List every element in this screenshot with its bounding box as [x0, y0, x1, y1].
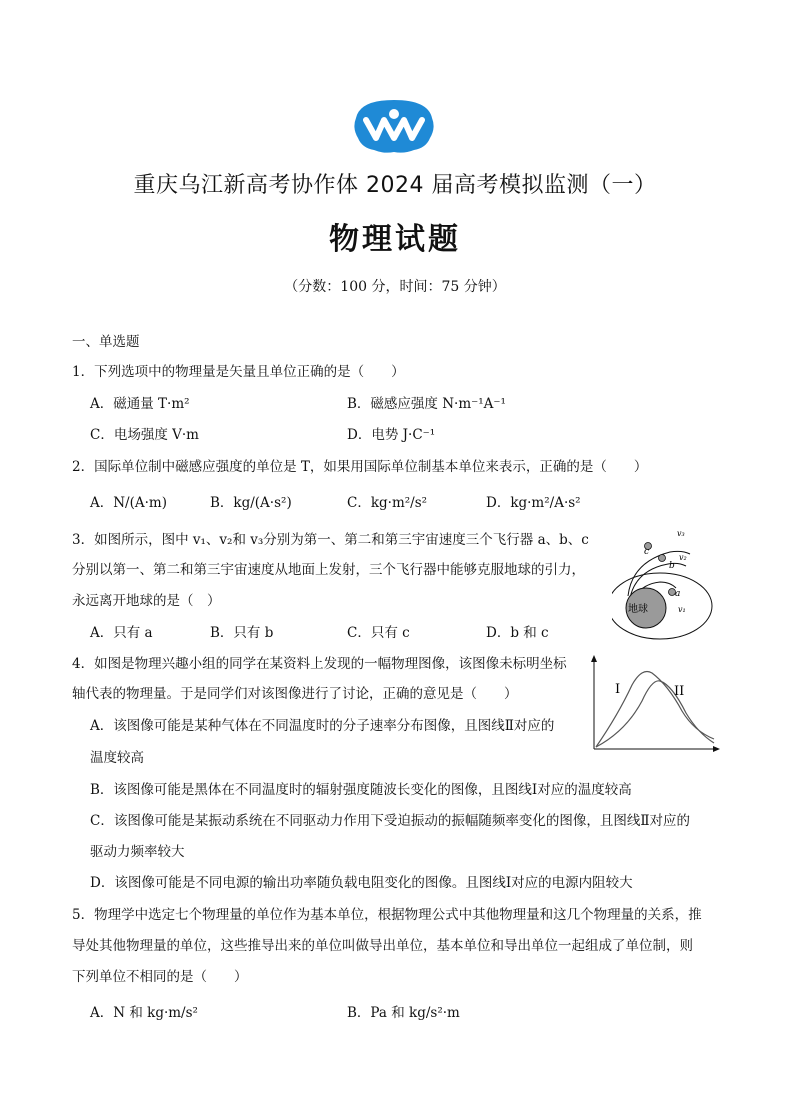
question-4-stem-line-1: 4．如图是物理兴趣小组的同学在某资料上发现的一幅物理图像，该图像未标明坐标: [72, 656, 567, 672]
question-4-option-c-line-1: C．该图像可能是某振动系统在不同驱动力作用下受迫振动的振幅随频率变化的图像，且图线Ⅱ对应的: [90, 813, 691, 829]
question-5-stem-line-2: 导处其他物理量的单位，这些推导出来的单位叫做导出单位，基本单位和导出单位一起组成了单位制，则: [72, 938, 693, 954]
craft-b: [659, 555, 666, 562]
curve-label-II: II: [674, 684, 685, 699]
curve-label-I: I: [615, 682, 621, 697]
question-3-option-a: A．只有 a: [90, 625, 153, 641]
earth-label: 地球: [628, 604, 648, 615]
question-4-option-b: B．该图像可能是黑体在不同温度时的辐射强度随波长变化的图像，且图线Ⅰ对应的温度较高: [90, 782, 632, 798]
curve-II: [596, 681, 714, 747]
question-4-stem-line-2: 轴代表的物理量。于是同学们对该图像进行了讨论，正确的意见是（ ）: [72, 686, 518, 702]
section-heading: 一、单选题: [72, 334, 140, 350]
label-c: c: [644, 547, 650, 557]
label-v1: v₁: [678, 605, 686, 614]
question-2-option-d: D．kg·m²/A·s²: [486, 495, 581, 511]
subject-title: 物理试题: [329, 222, 461, 257]
label-a: a: [675, 589, 681, 599]
question-5-stem-line-1: 5．物理学中选定七个物理量的单位作为基本单位，根据物理公式中其他物理量和这几个物理量的关系，推: [72, 907, 702, 923]
label-v2: v₂: [679, 553, 687, 562]
question-1-stem: 1．下列选项中的物理量是矢量且单位正确的是（ ）: [72, 364, 405, 380]
question-2-option-a: A．N/(A·m): [90, 495, 167, 511]
question-5-option-a: A．N 和 kg·m/s²: [90, 1005, 198, 1021]
question-4-option-c-line-2: 驱动力频率较大: [90, 844, 185, 860]
question-3-option-b: B．只有 b: [210, 625, 274, 641]
question-2-option-b: B．kg/(A·s²): [210, 495, 292, 511]
question-4-option-d: D．该图像可能是不同电源的输出功率随负载电阻变化的图像。且图线Ⅰ对应的电源内阻较大: [90, 875, 633, 891]
question-1-option-b: B．磁感应强度 N·m⁻¹A⁻¹: [347, 396, 506, 412]
question-3-stem-line-3: 永远离开地球的是（ ）: [72, 593, 221, 609]
y-axis-arrow: [591, 655, 597, 662]
curve-figure: [590, 655, 720, 755]
question-1-option-a: A．磁通量 T·m²: [90, 396, 190, 412]
orbit-figure: [612, 528, 722, 640]
question-1-option-c: C．电场强度 V·m: [90, 427, 199, 443]
question-4-option-a-line-1: A．该图像可能是某种气体在不同温度时的分子速率分布图像，且图线Ⅱ对应的: [90, 718, 555, 734]
question-3-option-d: D．b 和 c: [486, 625, 549, 641]
label-v3: v₃: [677, 529, 685, 538]
exam-title: 重庆乌江新高考协作体 2024 届高考模拟监测（一）: [133, 173, 657, 198]
question-3-stem-line-1: 3．如图所示，图中 v₁、v₂和 v₃分别为第一、第二和第三宇宙速度三个飞行器 a、b、c: [72, 532, 589, 548]
question-5-stem-line-3: 下列单位不相同的是（ ）: [72, 969, 248, 985]
question-4-option-a-line-2: 温度较高: [90, 750, 144, 766]
question-3-stem-line-2: 分别以第一、第二和第三宇宙速度从地面上发射，三个飞行器中能够克服地球的引力，: [72, 562, 585, 578]
question-5-option-b: B．Pa 和 kg/s²·m: [347, 1005, 460, 1021]
label-b: b: [669, 561, 675, 571]
logo-icon: [352, 98, 436, 156]
question-2-option-c: C．kg·m²/s²: [347, 495, 428, 511]
question-3-option-c: C．只有 c: [347, 625, 410, 641]
x-axis-arrow: [713, 746, 720, 752]
question-1-option-d: D．电势 J·C⁻¹: [347, 427, 436, 443]
exam-meta: （分数：100 分，时间：75 分钟）: [284, 279, 506, 295]
question-2-stem: 2．国际单位制中磁感应强度的单位是 T，如果用国际单位制基本单位来表示，正确的是（ ）: [72, 459, 648, 475]
